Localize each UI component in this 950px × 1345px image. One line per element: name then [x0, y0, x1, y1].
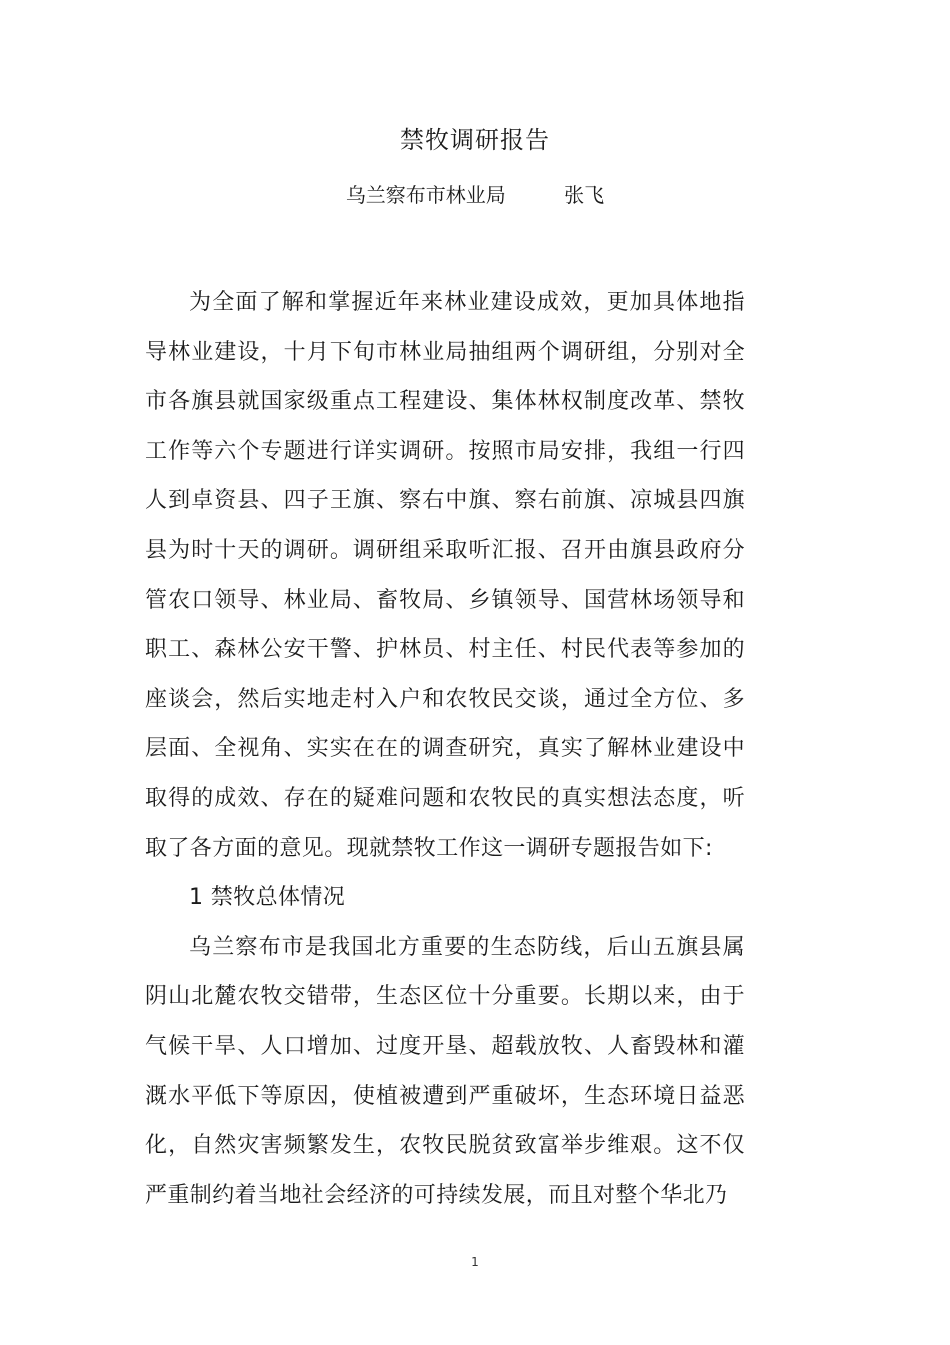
author-name: 张飞 [564, 183, 605, 207]
author-organization: 乌兰察布市林业局 [345, 183, 506, 207]
body-paragraph: 为全面了解和掌握近年来林业建设成效，更加具体地指导林业建设，十月下旬市林业局抽组两个调研组，分别对全市各旗县就国家级重点工程建设、集体林权制度改革、禁牧工作等六个专题进行详实调研。按照市局安排，我组一行四人到卓资县、四子王旗、察右中旗、察右前旗、凉城县四旗县为时十天的调研。调研组采取听汇报、召开由旗县政府分管农口领导、林业局、畜牧局、乡镇领导、国营林场领导和职工、森林公安干警、护林员、村主任、村民代表等参加的座谈会，然后实地走村入户和农牧民交谈，通过全方位、多层面、全视角、实实在在的调查研究，真实了解林业建设中取得的成效、存在的疑难问题和农牧民的真实想法态度，听取了各方面的意见。现就禁牧工作这一调研专题报告如下: [145, 290, 745, 861]
section-heading: 1 禁牧总体情况 [189, 885, 346, 911]
document-body [145, 278, 745, 1220]
body-paragraph: 乌兰察布市是我国北方重要的生态防线，后山五旗县属阴山北麓农牧交错带，生态区位十分重要。长期以来，由于气候干旱、人口增加、过度开垦、超载放牧、人畜毁林和灌溉水平低下等原因，使植被遭到严重破坏，生态环境日益恶化，自然灾害频繁发生，农牧民脱贫致富举步维艰。这不仅严重制约着当地社会经济的可持续发展，而且对整个华北乃 [145, 934, 745, 1208]
document-title: 禁牧调研报告 [400, 126, 550, 154]
page-number: 1 [471, 1255, 479, 1269]
byline [0, 177, 950, 213]
